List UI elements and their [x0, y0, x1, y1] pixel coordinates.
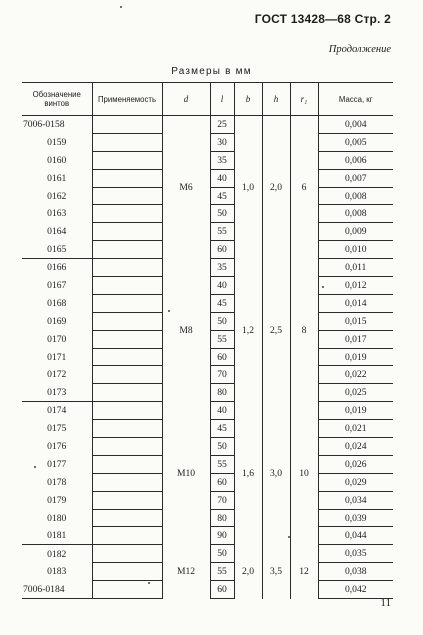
page-number: 11 — [380, 597, 391, 609]
length-cell: 40 — [210, 277, 234, 295]
table-header-row — [22, 83, 393, 116]
length-cell: 45 — [210, 187, 234, 205]
mass-cell: 0,004 — [318, 116, 393, 134]
length-cell: 45 — [210, 294, 234, 312]
application-cell — [92, 277, 162, 295]
designation-cell: 7006-0158 — [22, 116, 92, 134]
application-cell — [92, 545, 162, 563]
length-cell: 60 — [210, 241, 234, 259]
designation-cell: 0168 — [22, 294, 92, 312]
application-cell — [92, 420, 162, 438]
designation-cell: 0173 — [22, 384, 92, 402]
dim-r1-cell: 8 — [290, 259, 318, 402]
designation-cell: 0172 — [22, 366, 92, 384]
length-cell: 60 — [210, 348, 234, 366]
col-l: l — [210, 83, 234, 116]
application-cell — [92, 348, 162, 366]
mass-cell: 0,007 — [318, 169, 393, 187]
designation-cell: 0167 — [22, 277, 92, 295]
mass-cell: 0,034 — [318, 491, 393, 509]
designation-cell: 0175 — [22, 420, 92, 438]
designation-cell: 0182 — [22, 545, 92, 563]
dim-h-cell: 2,5 — [262, 259, 290, 402]
length-cell: 55 — [210, 455, 234, 473]
application-cell — [92, 312, 162, 330]
application-cell — [92, 205, 162, 223]
designation-cell: 0181 — [22, 527, 92, 545]
thread-d-cell: M6 — [162, 116, 210, 259]
application-cell — [92, 259, 162, 277]
dim-b-cell: 2,0 — [234, 545, 262, 599]
length-cell: 50 — [210, 205, 234, 223]
length-cell: 50 — [210, 545, 234, 563]
col-b: b — [234, 83, 262, 116]
designation-cell: 0178 — [22, 473, 92, 491]
mass-cell: 0,044 — [318, 527, 393, 545]
length-cell: 55 — [210, 223, 234, 241]
mass-cell: 0,021 — [318, 420, 393, 438]
col-mass: Масса, кг — [318, 83, 393, 116]
mass-cell: 0,019 — [318, 348, 393, 366]
mass-cell: 0,006 — [318, 151, 393, 169]
application-cell — [92, 133, 162, 151]
mass-cell: 0,042 — [318, 581, 393, 599]
length-cell: 35 — [210, 151, 234, 169]
mass-cell: 0,025 — [318, 384, 393, 402]
application-cell — [92, 294, 162, 312]
scan-speck — [148, 582, 150, 584]
designation-cell: 0166 — [22, 259, 92, 277]
length-cell: 45 — [210, 420, 234, 438]
col-h: h — [262, 83, 290, 116]
mass-cell: 0,022 — [318, 366, 393, 384]
scan-speck — [120, 6, 122, 8]
col-r1: r₁ — [290, 83, 318, 116]
application-cell — [92, 438, 162, 456]
mass-cell: 0,005 — [318, 133, 393, 151]
mass-cell: 0,035 — [318, 545, 393, 563]
length-cell: 30 — [210, 133, 234, 151]
dim-b-cell: 1,6 — [234, 402, 262, 545]
designation-cell: 0176 — [22, 438, 92, 456]
col-d: d — [162, 83, 210, 116]
application-cell — [92, 527, 162, 545]
designation-cell: 0165 — [22, 241, 92, 259]
dim-b-cell: 1,0 — [234, 116, 262, 259]
mass-cell: 0,008 — [318, 187, 393, 205]
application-cell — [92, 384, 162, 402]
dim-r1-cell: 10 — [290, 402, 318, 545]
length-cell: 55 — [210, 330, 234, 348]
length-cell: 40 — [210, 169, 234, 187]
designation-cell: 0174 — [22, 402, 92, 420]
designation-cell: 0159 — [22, 133, 92, 151]
application-cell — [92, 455, 162, 473]
mass-cell: 0,039 — [318, 509, 393, 527]
designation-cell: 0177 — [22, 455, 92, 473]
scan-speck — [168, 310, 170, 312]
scan-speck — [288, 536, 290, 538]
length-cell: 25 — [210, 116, 234, 134]
length-cell: 40 — [210, 402, 234, 420]
designation-cell: 0171 — [22, 348, 92, 366]
length-cell: 90 — [210, 527, 234, 545]
application-cell — [92, 491, 162, 509]
dim-b-cell: 1,2 — [234, 259, 262, 402]
designation-cell: 0179 — [22, 491, 92, 509]
mass-cell: 0,010 — [318, 241, 393, 259]
length-cell: 80 — [210, 384, 234, 402]
mass-cell: 0,019 — [318, 402, 393, 420]
length-cell: 55 — [210, 563, 234, 581]
application-cell — [92, 509, 162, 527]
mass-cell: 0,015 — [318, 312, 393, 330]
mass-cell: 0,029 — [318, 473, 393, 491]
mass-cell: 0,038 — [318, 563, 393, 581]
mass-cell: 0,026 — [318, 455, 393, 473]
dim-r1-cell: 12 — [290, 545, 318, 599]
continuation-note: Продолжение — [328, 44, 391, 55]
application-cell — [92, 223, 162, 241]
table-row — [22, 402, 393, 420]
mass-cell: 0,024 — [318, 438, 393, 456]
length-cell: 35 — [210, 259, 234, 277]
application-cell — [92, 366, 162, 384]
application-cell — [92, 581, 162, 599]
length-cell: 60 — [210, 473, 234, 491]
length-cell: 70 — [210, 491, 234, 509]
mass-cell: 0,011 — [318, 259, 393, 277]
designation-cell: 0180 — [22, 509, 92, 527]
dimensions-table — [22, 82, 393, 599]
table-caption: Размеры в мм — [171, 66, 252, 77]
application-cell — [92, 169, 162, 187]
application-cell — [92, 330, 162, 348]
standard-header: ГОСТ 13428—68 Стр. 2 — [254, 12, 391, 26]
application-cell — [92, 563, 162, 581]
col-application: Применяемость — [92, 83, 162, 116]
dim-h-cell: 3,5 — [262, 545, 290, 599]
table-row — [22, 259, 393, 277]
thread-d-cell: M10 — [162, 402, 210, 545]
designation-cell: 0162 — [22, 187, 92, 205]
thread-d-cell: M12 — [162, 545, 210, 599]
mass-cell: 0,009 — [318, 223, 393, 241]
length-cell: 60 — [210, 581, 234, 599]
application-cell — [92, 473, 162, 491]
designation-cell: 0160 — [22, 151, 92, 169]
dim-h-cell: 2,0 — [262, 116, 290, 259]
application-cell — [92, 151, 162, 169]
thread-d-cell: M8 — [162, 259, 210, 402]
length-cell: 70 — [210, 366, 234, 384]
mass-cell: 0,017 — [318, 330, 393, 348]
mass-cell: 0,008 — [318, 205, 393, 223]
scan-speck — [322, 286, 324, 288]
scan-speck — [34, 466, 36, 468]
length-cell: 50 — [210, 438, 234, 456]
table-row — [22, 545, 393, 563]
table-row — [22, 116, 393, 134]
col-designation: Обозначение винтов — [22, 83, 92, 116]
designation-cell: 0161 — [22, 169, 92, 187]
application-cell — [92, 241, 162, 259]
application-cell — [92, 402, 162, 420]
designation-cell: 0183 — [22, 563, 92, 581]
length-cell: 50 — [210, 312, 234, 330]
length-cell: 80 — [210, 509, 234, 527]
dim-h-cell: 3,0 — [262, 402, 290, 545]
dim-r1-cell: 6 — [290, 116, 318, 259]
mass-cell: 0,014 — [318, 294, 393, 312]
table-body — [22, 116, 393, 599]
mass-cell: 0,012 — [318, 277, 393, 295]
application-cell — [92, 116, 162, 134]
designation-cell: 0164 — [22, 223, 92, 241]
designation-cell: 7006-0184 — [22, 581, 92, 599]
designation-cell: 0163 — [22, 205, 92, 223]
designation-cell: 0169 — [22, 312, 92, 330]
application-cell — [92, 187, 162, 205]
designation-cell: 0170 — [22, 330, 92, 348]
